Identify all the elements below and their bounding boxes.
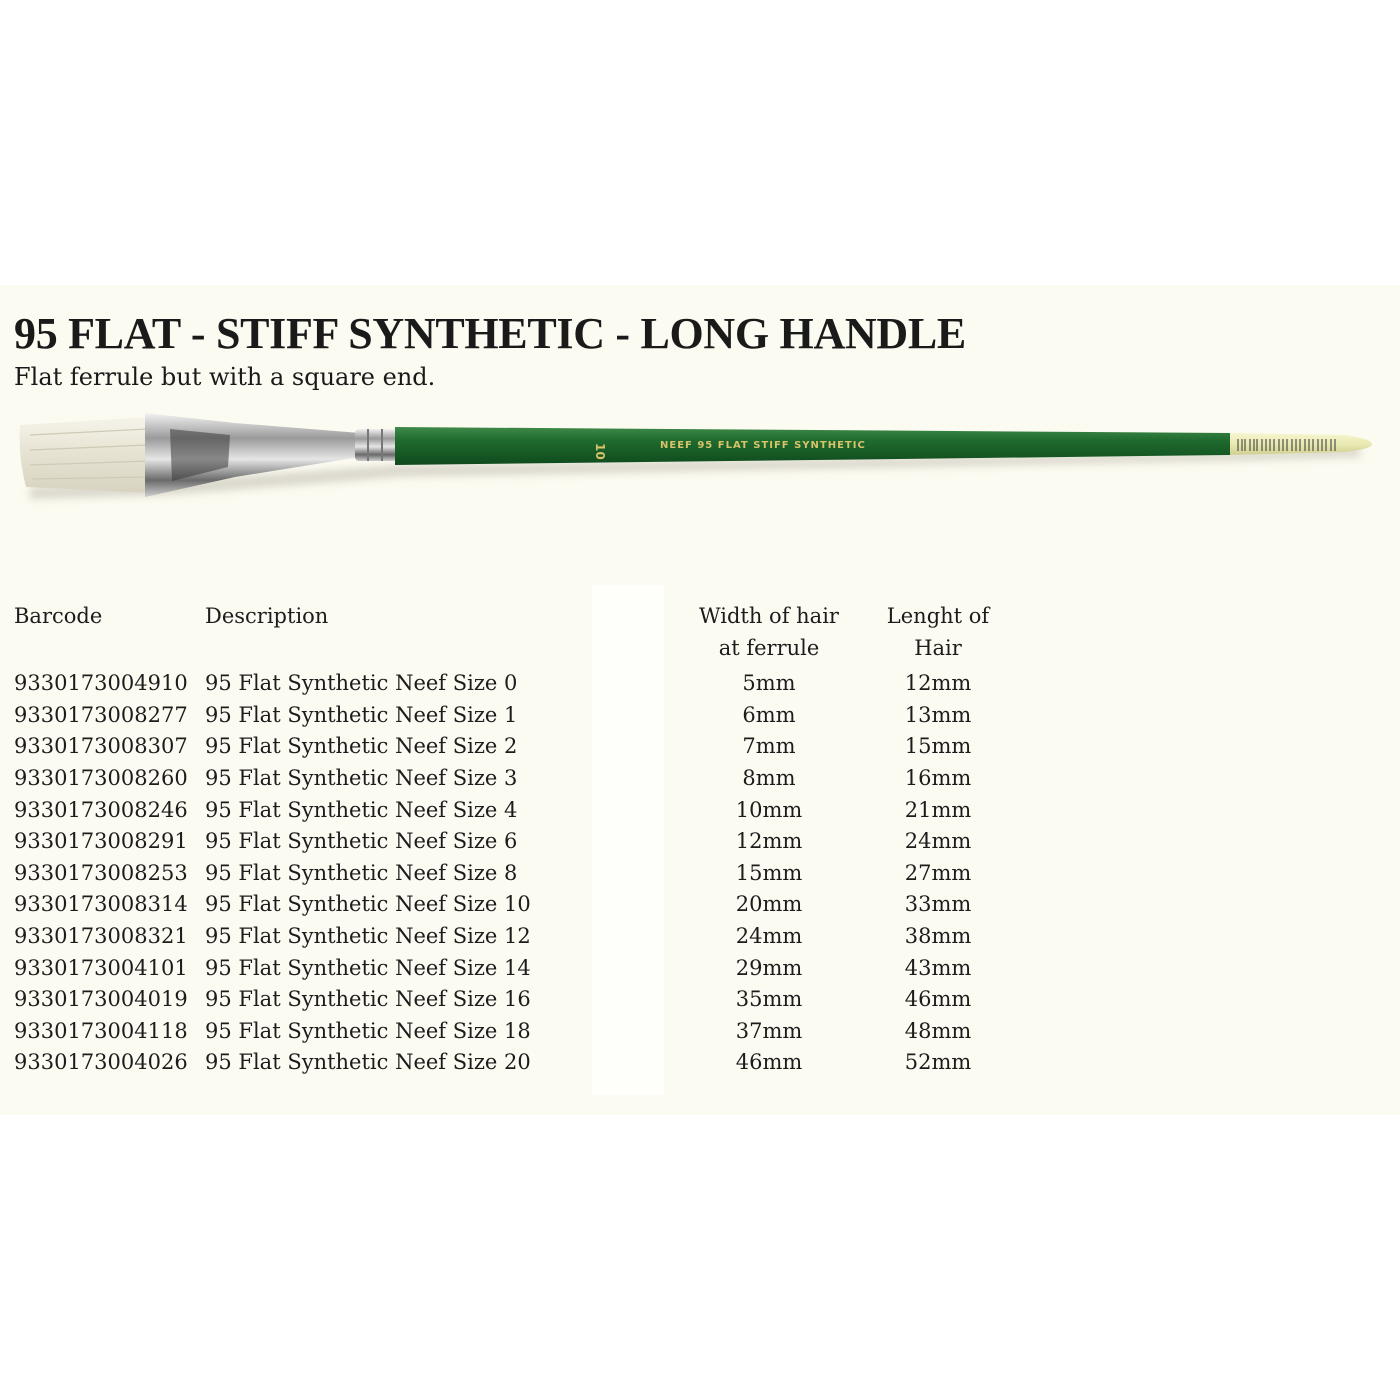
length-cell: 15mm	[904, 734, 972, 759]
description-cell: 95 Flat Synthetic Neef Size 14	[205, 955, 531, 980]
description-cell: 95 Flat Synthetic Neef Size 12	[205, 924, 531, 949]
barcode-cell: 9330173008314	[14, 892, 188, 917]
table-row	[14, 858, 1018, 890]
table-row	[14, 984, 1018, 1016]
width-cell: 46mm	[735, 1050, 803, 1075]
description-cell: 95 Flat Synthetic Neef Size 16	[205, 987, 531, 1012]
description-cell: 95 Flat Synthetic Neef Size 10	[205, 892, 531, 917]
header-length-line1: Lenght of	[886, 604, 990, 628]
barcode-cell: 9330173008253	[14, 860, 188, 885]
specs-table	[14, 600, 1018, 1079]
length-cell: 43mm	[904, 955, 972, 980]
product-title: 95 FLAT - STIFF SYNTHETIC - LONG HANDLE	[14, 309, 966, 358]
length-cell: 27mm	[904, 860, 972, 885]
table-row	[14, 1047, 1018, 1079]
width-cell: 35mm	[735, 987, 803, 1012]
specs-header-row	[14, 600, 1018, 668]
barcode-cell: 9330173004026	[14, 1050, 188, 1075]
barcode-cell: 9330173008321	[14, 924, 188, 949]
table-row	[14, 700, 1018, 732]
description-cell: 95 Flat Synthetic Neef Size 0	[205, 671, 518, 696]
width-cell: 12mm	[735, 829, 803, 854]
width-cell: 5mm	[742, 671, 796, 696]
length-cell: 38mm	[904, 924, 972, 949]
length-cell: 24mm	[904, 829, 972, 854]
header-length-line2: Hair	[914, 636, 962, 660]
length-cell: 48mm	[904, 1018, 972, 1043]
length-cell: 16mm	[904, 766, 972, 791]
description-cell: 95 Flat Synthetic Neef Size 2	[205, 734, 518, 759]
bristle-icon	[20, 417, 152, 493]
width-cell: 24mm	[735, 924, 803, 949]
width-cell: 37mm	[735, 1018, 803, 1043]
width-cell: 8mm	[742, 766, 796, 791]
header-width	[680, 600, 858, 668]
description-cell: 95 Flat Synthetic Neef Size 18	[205, 1018, 531, 1043]
description-cell: 95 Flat Synthetic Neef Size 8	[205, 860, 518, 885]
width-cell: 6mm	[742, 702, 796, 727]
product-subtitle: Flat ferrule but with a square end.	[14, 363, 436, 391]
header-length	[858, 600, 1018, 668]
barcode-cell: 9330173004910	[14, 671, 188, 696]
description-cell: 95 Flat Synthetic Neef Size 4	[205, 797, 518, 822]
table-row	[14, 794, 1018, 826]
table-row	[14, 921, 1018, 953]
length-cell: 21mm	[904, 797, 972, 822]
width-cell: 29mm	[735, 955, 803, 980]
header-barcode: Barcode	[14, 604, 103, 628]
table-row	[14, 952, 1018, 984]
header-width-line1: Width of hair	[699, 604, 839, 628]
description-cell: 95 Flat Synthetic Neef Size 3	[205, 766, 518, 791]
description-cell: 95 Flat Synthetic Neef Size 20	[205, 1050, 531, 1075]
description-cell: 95 Flat Synthetic Neef Size 6	[205, 829, 518, 854]
barcode-cell: 9330173004101	[14, 955, 188, 980]
header-width-line2: at ferrule	[718, 636, 820, 660]
barcode-cell: 9330173008291	[14, 829, 188, 854]
barcode-cell: 9330173008260	[14, 766, 188, 791]
barcode-cell: 9330173008246	[14, 797, 188, 822]
brush-image	[0, 395, 1400, 515]
width-cell: 15mm	[735, 860, 803, 885]
handle-size-imprint: 10	[593, 443, 607, 460]
barcode-cell: 9330173004019	[14, 987, 188, 1012]
width-cell: 20mm	[735, 892, 803, 917]
length-cell: 46mm	[904, 987, 972, 1012]
width-cell: 7mm	[742, 734, 796, 759]
header-description: Description	[205, 604, 329, 628]
length-cell: 13mm	[904, 702, 972, 727]
width-cell: 10mm	[735, 797, 803, 822]
table-row	[14, 889, 1018, 921]
table-row	[14, 731, 1018, 763]
handle-imprint-text: NEEF 95 FLAT STIFF SYNTHETIC	[660, 440, 866, 451]
barcode-cell: 9330173004118	[14, 1018, 188, 1043]
table-row	[14, 668, 1018, 700]
length-cell: 12mm	[904, 671, 972, 696]
barcode-cell: 9330173008277	[14, 702, 188, 727]
length-cell: 33mm	[904, 892, 972, 917]
description-cell: 95 Flat Synthetic Neef Size 1	[205, 702, 518, 727]
barcode-cell: 9330173008307	[14, 734, 188, 759]
table-row	[14, 826, 1018, 858]
table-row	[14, 763, 1018, 795]
table-row	[14, 1016, 1018, 1048]
length-cell: 52mm	[904, 1050, 972, 1075]
header-gap	[600, 600, 680, 668]
